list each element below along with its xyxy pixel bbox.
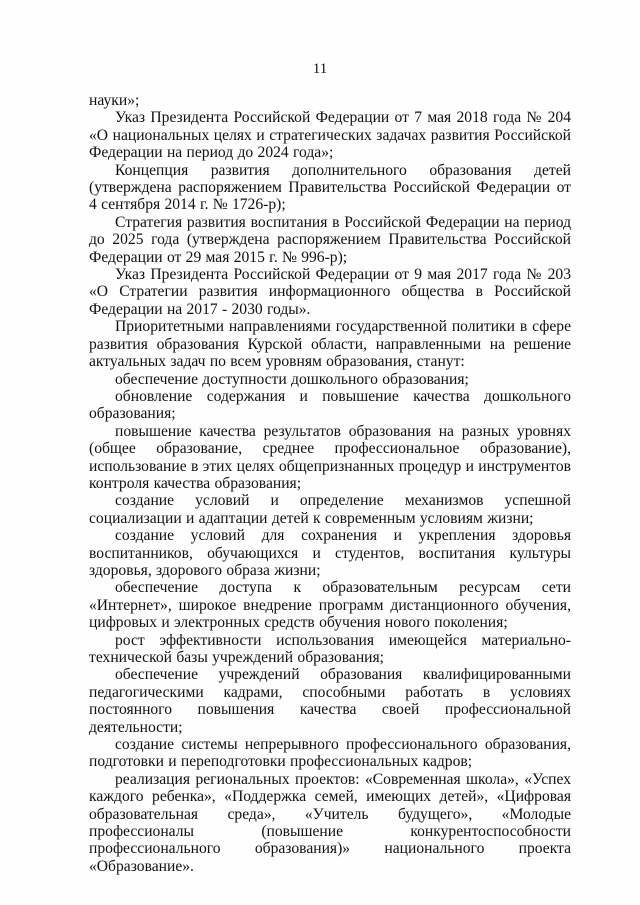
list-item: создание системы непрерывного профессионального образования, подготовки и переподготовки профессиональных кадров; bbox=[89, 736, 571, 771]
list-item: обеспечение доступности дошкольного образования; bbox=[115, 370, 469, 388]
paragraph: Указ Президента Российской Федерации от 9 мая 2017 года № 203 «О Стратегии развития информационного общества в Российской Федерации на 2017 - 2030 годы». bbox=[89, 266, 571, 318]
list-item: создание условий и определение механизмов успешной социализации и адаптации детей к современным условиям жизни; bbox=[89, 492, 571, 527]
list-item: повышение качества результатов образования на разных уровнях (общее образование, среднее профессиональное образование), использование в этих целях общепризнанных процедур и инструментов контроля качества образования; bbox=[89, 422, 571, 492]
list-item: обеспечение доступа к образовательным ресурсам сети «Интернет», широкое внедрение программ дистанционного обучения, цифровых и электронных средств обучения нового поколения; bbox=[89, 579, 571, 632]
paragraph: Указ Президента Российской Федерации от 7 мая 2018 года № 204 «О национальных целях и стратегических задачах развития Российской Федерации на период до 2024 года»; bbox=[89, 109, 571, 162]
paragraph: Концепция развития дополнительного образования детей (утверждена распоряжением Правительства Российской Федерации от 4 сентября 2014 г. № 1726-р); bbox=[89, 161, 571, 214]
list-item: рост эффективности использования имеющейся материально-технической базы учреждений образования; bbox=[89, 631, 571, 666]
paragraph: Стратегия развития воспитания в Российской Федерации на период до 2025 года (утверждена распоряжением Правительства Российской Федерации от 29 мая 2015 г. № 996-р); bbox=[89, 213, 571, 266]
list-item: реализация региональных проектов: «Современная школа», «Успех каждого ребенка», «Поддержка семей, имеющих детей», «Цифровая образовательная среда», «Учитель будущего», «Молодые профессионалы (повышение конкурентоспособности профессионального образования)» национального проекта «Образование». bbox=[89, 770, 571, 875]
page-number: 11 bbox=[312, 61, 328, 77]
list-item: создание условий для сохранения и укрепления здоровья воспитанников, обучающихся и студентов, воспитания культуры здоровья, здорового образа жизни; bbox=[89, 527, 571, 579]
paragraph: Приоритетными направлениями государственной политики в сфере развития образования Курской области, направленными на решение актуальных задач по всем уровням образования, станут: bbox=[89, 318, 571, 371]
list-item: обновление содержания и повышение качества дошкольного образования; bbox=[89, 387, 571, 423]
paragraph: науки»; bbox=[89, 92, 140, 109]
list-item: обеспечение учреждений образования квалифицированными педагогическими кадрами, способными работать в условиях постоянного повышения качества своей профессиональной деятельности; bbox=[89, 666, 571, 736]
document-body bbox=[89, 92, 571, 875]
